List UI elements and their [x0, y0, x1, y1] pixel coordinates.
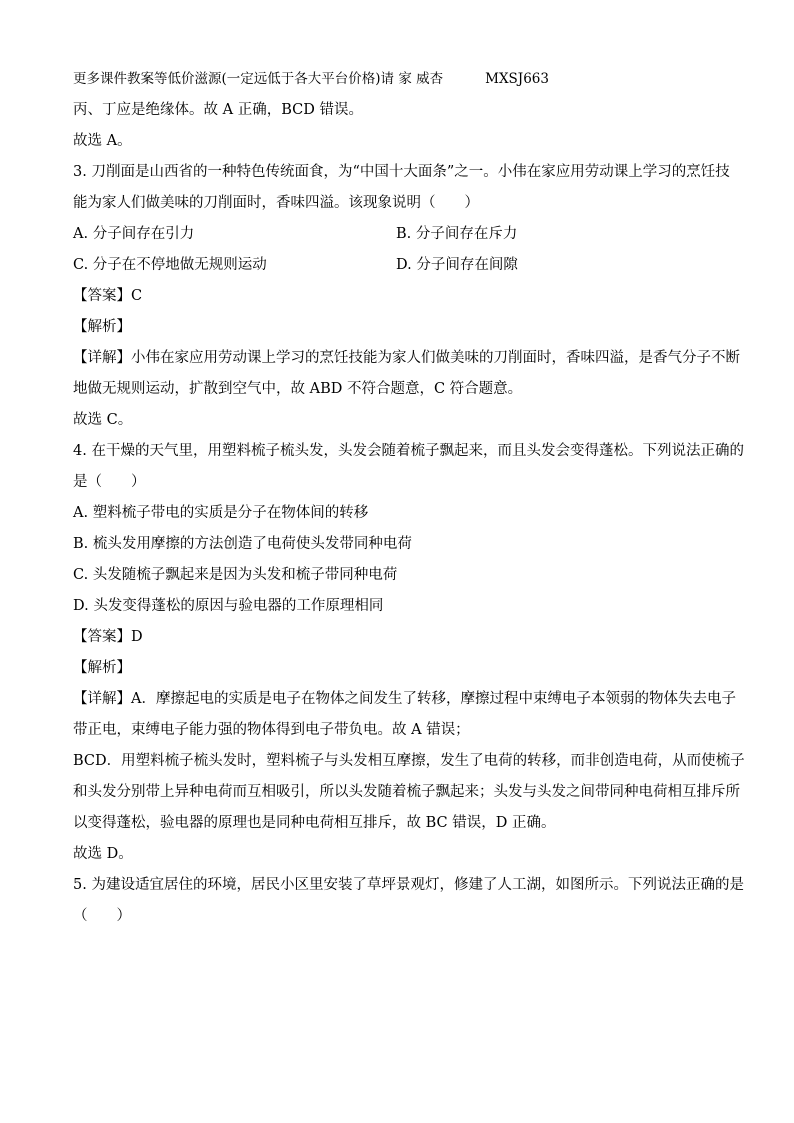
q3-option-a: A. 分子间存在引力 [73, 226, 195, 242]
q3-option-b: B. 分子间存在斥力 [396, 226, 518, 242]
q4-answer: 【答案】D [73, 629, 143, 645]
q4-detail-line-3: BCD．用塑料梳子梳头发时，塑料梳子与头发相互摩擦，发生了电荷的转移，而非创造电荷，从而使梳子 [73, 753, 745, 769]
q3-option-c: C. 分子在不停地做无规则运动 [73, 257, 267, 273]
q4-detail-line-5: 以变得蓬松，验电器的原理也是同种电荷相互排斥，故 BC 错误，D 正确。 [73, 815, 556, 831]
q5-stem-line-2: （ ） [73, 908, 131, 924]
q3-answer: 【答案】C [73, 288, 143, 304]
q4-detail-line-2: 带正电，束缚电子能力强的物体得到电子带负电。故 A 错误； [73, 722, 470, 738]
header-line [73, 64, 733, 95]
q4-option-a: A. 塑料梳子带电的实质是分子在物体间的转移 [73, 505, 369, 521]
q4-conclusion: 故选 D。 [73, 846, 133, 862]
q4-option-c: C. 头发随梳子飘起来是因为头发和梳子带同种电荷 [73, 567, 398, 583]
q4-detail-line-1: 【详解】A．摩擦起电的实质是电子在物体之间发生了转移，摩擦过程中束缚电子本领弱的物体失去电子 [73, 691, 736, 707]
prev-conclusion-line: 丙、丁应是绝缘体。故 A 正确，BCD 错误。 [73, 102, 363, 118]
q3-stem-line-2: 能为家人们做美味的刀削面时，香味四溢。该现象说明（ ） [73, 195, 479, 211]
q3-option-d: D. 分子间存在间隙 [396, 257, 518, 273]
header-code: MXSJ663 [485, 71, 549, 87]
prev-choice-line: 故选 A。 [73, 133, 132, 149]
document-page [73, 64, 745, 932]
q3-options-row-2 [73, 250, 733, 281]
q3-stem-line-1: 3. 刀削面是山西省的一种特色传统面食，为“中国十大面条”之一。小伟在家应用劳动课上学习的烹饪技 [73, 164, 730, 180]
q5-stem-line-1: 5. 为建设适宜居住的环境，居民小区里安装了草坪景观灯，修建了人工湖，如图所示。下列说法正确的是 [73, 877, 744, 893]
header-text: 更多课件教案等低价滋源(一定远低于各大平台价格)请 家 威杏 [73, 71, 444, 87]
q3-options-row-1 [73, 219, 733, 250]
q3-analysis-label: 【解析】 [73, 319, 131, 335]
q3-detail-line-1: 【详解】小伟在家应用劳动课上学习的烹饪技能为家人们做美味的刀削面时，香味四溢，是香气分子不断 [73, 350, 740, 366]
q3-detail-line-2: 地做无规则运动，扩散到空气中，故 ABD 不符合题意，C 符合题意。 [73, 381, 523, 397]
q4-stem-line-2: 是（ ） [73, 474, 146, 490]
q4-option-d: D. 头发变得蓬松的原因与验电器的工作原理相同 [73, 598, 384, 614]
q4-detail-line-4: 和头发分别带上异种电荷而互相吸引，所以头发随着梳子飘起来；头发与头发之间带同种电荷相互排斥所 [73, 784, 740, 800]
q3-conclusion: 故选 C。 [73, 412, 133, 428]
q4-stem-line-1: 4. 在干燥的天气里，用塑料梳子梳头发，头发会随着梳子飘起来，而且头发会变得蓬松。下列说法正确的 [73, 443, 744, 459]
q4-analysis-label: 【解析】 [73, 660, 131, 676]
q4-option-b: B. 梳头发用摩擦的方法创造了电荷使头发带同种电荷 [73, 536, 412, 552]
